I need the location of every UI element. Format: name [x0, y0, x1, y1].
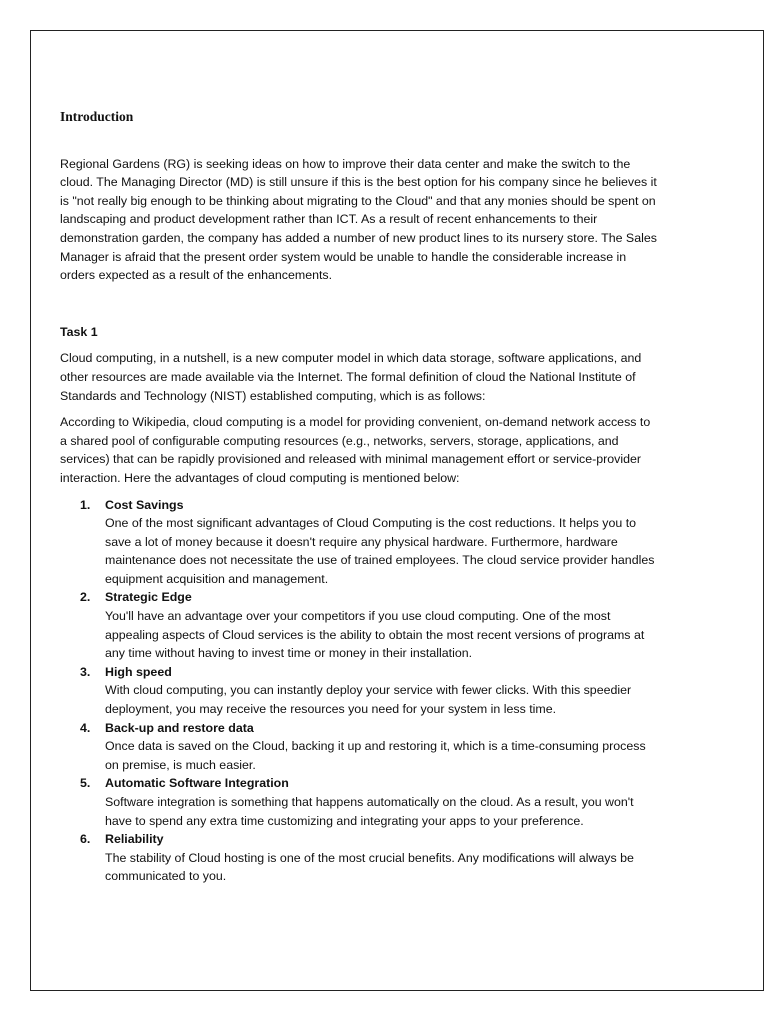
list-item: [60, 719, 660, 775]
intro-paragraph: Regional Gardens (RG) is seeking ideas on how to improve their data center and make the switch to the cloud. The Managing Director (MD) is still unsure if this is the best option for his company since he believes it is "not really big enough to be thinking about migrating to the Cloud" and that any monies should be spent on landscaping and product development rather than ICT. As a result of recent enhancements to their demonstration garden, the company has added a number of new product lines to its nursery store. The Sales Manager is afraid that the present order system would be unable to handle the considerable increase in orders expected as a result of the enhancements.: [60, 156, 657, 283]
list-item-number: 2.: [80, 590, 91, 605]
list-item-text: With cloud computing, you can instantly deploy your service with fewer clicks. With this speedier deployment, you may receive the resources you need for your system in less time.: [105, 683, 632, 717]
list-item-text: Once data is saved on the Cloud, backing it up and restoring it, which is a time-consuming process on premise, is much easier.: [105, 739, 646, 772]
list-item-text: The stability of Cloud hosting is one of the most crucial benefits. Any modifications will always be communicated to you.: [105, 850, 634, 884]
list-item-number: 6.: [80, 832, 91, 847]
list-item-number: 3.: [80, 664, 91, 679]
list-item: [60, 588, 660, 662]
list-item-title: Reliability: [105, 832, 164, 847]
list-item-title: Back-up and restore data: [105, 720, 254, 735]
list-item-title: High speed: [105, 664, 172, 679]
list-item-title: Automatic Software Integration: [105, 776, 289, 791]
list-item-number: 1.: [80, 497, 91, 512]
advantages-list: [60, 496, 660, 886]
list-item-number: 4.: [80, 720, 91, 735]
task-paragraph-2: According to Wikipedia, cloud computing is a model for providing convenient, on-demand network access to a shared pool of configurable computing resources (e.g., networks, servers, storage, applications, and services) that can be rapidly provisioned and released with minimal management effort or service-provider interaction. Here the advantages of cloud computing is mentioned below:: [60, 415, 651, 485]
list-item-title: Cost Savings: [105, 497, 184, 512]
list-item-title: Strategic Edge: [105, 590, 192, 605]
list-item-text: You'll have an advantage over your competitors if you use cloud computing. One of the most appealing aspects of Cloud services is the ability to obtain the most recent versions of programs at any time without having to invest time or money in their installation.: [105, 609, 645, 661]
page-title: Introduction: [60, 109, 134, 124]
list-item: [60, 496, 660, 589]
task-paragraph-1: Cloud computing, in a nutshell, is a new computer model in which data storage, software applications, and other resources are made available via the Internet. The formal definition of cloud the National Institute of Standards and Technology (NIST) established computing, which is as follows:: [60, 351, 642, 403]
list-item-text: One of the most significant advantages of Cloud Computing is the cost reductions. It helps you to save a lot of money because it doesn't require any physical hardware. Furthermore, hardware maintenance does not necessitate the use of trained employees. The cloud service provider handles equipment acquisition and management.: [105, 516, 655, 586]
list-item: [60, 663, 660, 719]
list-item-number: 5.: [80, 776, 91, 791]
list-item: [60, 830, 660, 886]
list-item-text: Software integration is something that happens automatically on the cloud. As a result, you won't have to spend any extra time customizing and integrating your apps to your preference.: [105, 795, 634, 828]
task-heading: Task 1: [60, 324, 98, 339]
document-content: [60, 108, 660, 886]
list-item: [60, 774, 660, 830]
